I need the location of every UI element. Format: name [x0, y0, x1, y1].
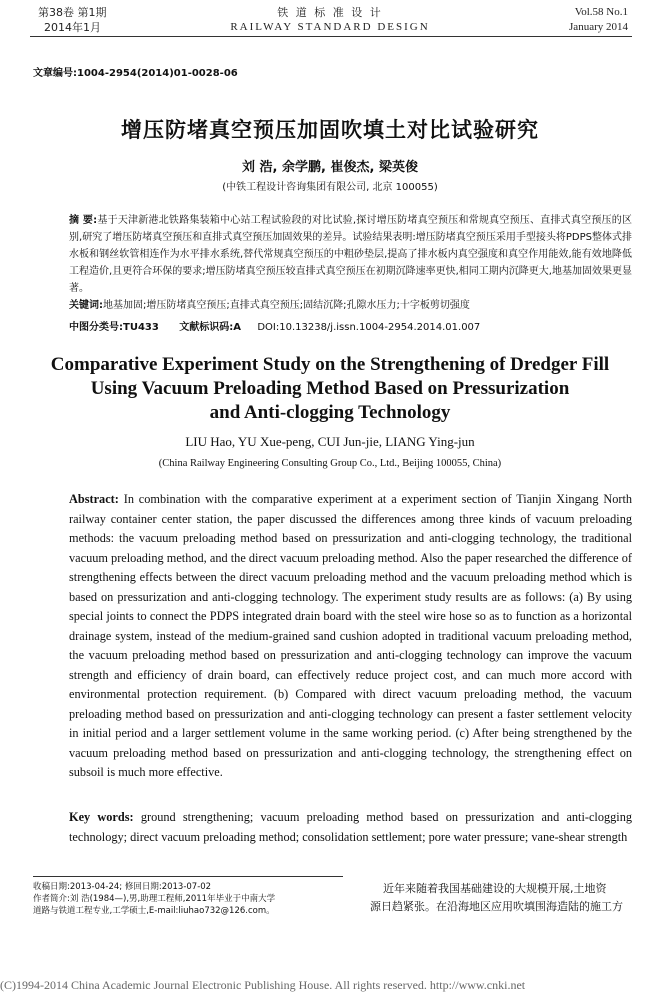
keywords-en [69, 808, 632, 847]
classification-line [69, 318, 632, 333]
title-en-line-2: Using Vacuum Preloading Method Based on Pressurization [90, 378, 570, 399]
title-cn: 增压防堵真空预压加固吹填土对比试验研究 [121, 118, 539, 142]
keywords-cn-text: 地基加固;增压防堵真空预压;直排式真空预压;固结沉降;孔隙水压力;十字板剪切强度 [103, 300, 470, 311]
journal-title-cn: 铁 道 标 准 设 计 [277, 6, 383, 19]
keywords-en-label: Key words: [69, 810, 134, 824]
volume-issue: 第38卷 第1期 [38, 6, 107, 19]
body-text-start [370, 880, 635, 916]
publication-date-en: January 2014 [569, 21, 628, 33]
authors-en: LIU Hao, YU Xue-peng, CUI Jun-jie, LIANG Ying-jun [185, 434, 475, 449]
affiliation-cn: (中铁工程设计咨询集团有限公司, 北京 100055) [222, 182, 438, 193]
author-bio-line-1: 作者简介:刘 浩(1984—),男,助理工程师,2011年毕业于中南大学 [33, 894, 276, 904]
header-rule [30, 36, 632, 37]
body-line-1: 近年来随着我国基础建设的大规模开展,土地资 [383, 882, 607, 895]
keywords-cn [69, 299, 632, 313]
doi: DOI:10.13238/j.issn.1004-2954.2014.01.007 [257, 322, 481, 333]
title-en-line-3: and Anti-clogging Technology [209, 402, 451, 423]
title-en [0, 353, 660, 425]
publication-date: 2014年1月 [44, 21, 101, 34]
authors-cn: 刘 浩, 余学鹏, 崔俊杰, 梁英俊 [242, 160, 418, 175]
journal-title-en: RAILWAY STANDARD DESIGN [230, 21, 430, 33]
abstract-en [69, 490, 632, 783]
title-en-line-1: Comparative Experiment Study on the Strengthening of Dredger Fill [50, 354, 610, 375]
volume-issue-en: Vol.58 No.1 [574, 6, 628, 18]
clc-number: 中图分类号:TU433 [69, 322, 159, 333]
article-number: 文章编号:1004-2954(2014)01-0028-06 [33, 68, 238, 79]
received-dates: 收稿日期:2013-04-24; 修回日期:2013-07-02 [33, 882, 212, 892]
abstract-cn-label: 摘 要: [69, 215, 98, 226]
affiliation-en: (China Railway Engineering Consulting Group Co., Ltd., Beijing 100055, China) [158, 458, 502, 469]
abstract-en-text: In combination with the comparative experiment at a experiment section of Tianjin Xingang North railway container center station, the paper discussed the differences among three kinds of vacuum preloading methods: the vacuum preloading method based on pressurization and anti-clogging technology, the traditional vacuum preloading method, and the direct vacuum preloading method. Also the paper researched the difference of strengthening effects between the direct vacuum preloading method and the vacuum preloading method which is based on pressurization and anti-clogging technology. The experiment study results are as follows: (a) By using special joints to connect the PDPS integrated drain board with the steel wire hose so as to function as a horizontal drainage system, instead of the medium-grained sand cushion adopted in traditional vacuum preloading method, the vacuum preloading method based on pressurization and anti-clogging technology can improve the vacuum strength and efficiency of drain board, can effectively reduce project cost, and can much more accord with environmental protection requirement. (b) Compared with direct vacuum preloading method, the vacuum preloading method based on pressurization and anti-clogging technology can present a faster settlement velocity in initial period and a larger settlement volume in the same working period. (c) After being strengthened by the vacuum preloading method based on pressurization and anti-clogging technology, the strengthening effect on subsoil is much more effective. [69, 492, 633, 779]
body-line-2: 源日趋紧张。在沿海地区应用吹填围海造陆的施工方 [370, 900, 623, 913]
abstract-cn-text: 基于天津新港北铁路集装箱中心站工程试验段的对比试验,探讨增压防堵真空预压和常规真空预压、直排式真空预压的区别,研究了增压防堵真空预压和直排式真空预压加固效果的差异。试验结果表明:增压防堵真空预压采用手型接头将PDPS整体式排水板和钢丝软管相连作为水平排水系统,替代常规真空预压的中粗砂垫层,提高了排水板内真空强度和真空作用能效,能有效地降低工程造价,且更符合环保的要求;增压防堵真空预压较直排式真空预压在初期沉降速率更快,相同工期内沉降更大,地基加固效果更显著。 [69, 215, 633, 294]
publisher-watermark: (C)1994-2014 China Academic Journal Electronic Publishing House. All rights reserved. http://www.cnki.net [0, 978, 526, 992]
abstract-en-label: Abstract: [69, 492, 119, 506]
doc-code: 文献标识码:A [179, 322, 241, 333]
author-bio-line-2: 道路与铁道工程专业,工学硕士,E-mail:liuhao732@126.com。 [33, 906, 275, 916]
keywords-en-text: ground strengthening; vacuum preloading method based on pressurization and anti-clogging technology; direct vacuum preloading method; consolidation settlement; pore water pressure; vane-shear strength [69, 810, 633, 844]
abstract-cn [69, 212, 632, 297]
keywords-cn-label: 关键词: [69, 300, 103, 311]
footnote [33, 881, 353, 917]
footnote-rule [33, 876, 343, 877]
